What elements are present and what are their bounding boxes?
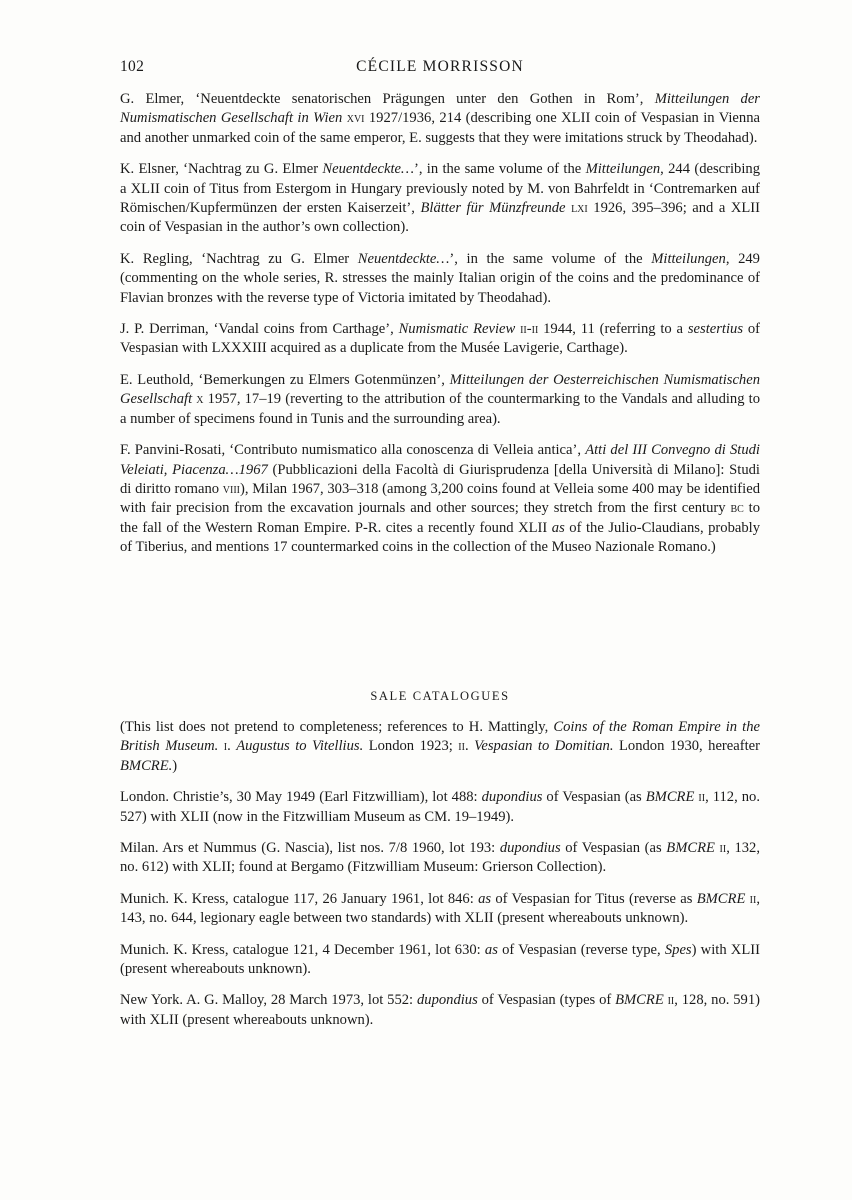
entry-text: (This list does not pretend to completeness; references to H. Mattingly, — [120, 719, 554, 735]
small-caps-text: lxi — [571, 200, 588, 217]
entry-text: ’, in the same volume of the — [413, 161, 586, 178]
entry-text: 1944, 11 (referring to a — [538, 321, 688, 338]
entry-text: of Vespasian (as — [542, 789, 646, 806]
entry-text: of Vespasian (as — [560, 840, 667, 857]
entry-text: of Vespasian (types of — [477, 992, 616, 1009]
bibliography-entry — [120, 320, 760, 359]
italic-text: dupondius — [481, 789, 543, 806]
entry-text: , 128, no. 591) with XLII (present whereabouts unknown). — [120, 992, 760, 1028]
entry-text: London. Christie’s, 30 May 1949 (Earl Fitzwilliam), lot 488: — [120, 789, 482, 806]
italic-text: BMCRE — [666, 840, 715, 857]
italic-text: Neuentdeckte… — [322, 161, 414, 178]
bibliography-entry — [120, 371, 760, 429]
entry-text: E. Leuthold, ‘Bemerkungen zu Elmers Gotenmünzen’, — [120, 371, 450, 388]
italic-text: as — [484, 941, 498, 958]
italic-text: dupondius — [416, 992, 478, 1009]
bibliography-section — [120, 90, 760, 570]
entry-text: Munich. K. Kress, catalogue 117, 26 January 1961, lot 846: — [120, 890, 479, 907]
entry-text: London 1923; — [363, 738, 459, 755]
entry-text: Milan. Ars et Nummus (G. Nascia), list nos. 7/8 1960, lot 193: — [120, 840, 500, 857]
small-caps-text: ii — [719, 840, 727, 857]
italic-text: Mitteilungen der Numismatischen Gesellschaft in Wien — [120, 91, 760, 127]
entry-text: 1927/1936, 214 (describing one XLII coin of Vespasian in Vienna and another unmarked coin of the same emperor, E. suggests that they were imitations struck by Theodahad). — [120, 110, 760, 146]
entry-text: K. Regling, ‘Nachtrag zu G. Elmer — [120, 250, 358, 267]
catalogue-entry — [120, 991, 760, 1030]
italic-text: as — [551, 519, 565, 536]
small-caps-text: viii — [222, 480, 240, 497]
italic-text: Mitteilungen der Oesterreichischen Numismatischen Gesellschaft — [120, 371, 760, 408]
entry-text: of the Julio-Claudians, probably of Tiberius, and mentions 17 countermarked coins in the collection of the Museo Nazionale Romano.) — [120, 519, 760, 556]
catalogue-entry — [120, 941, 760, 980]
italic-text: Blätter für Münzfreunde — [420, 200, 566, 217]
italic-text: Augustus to Vitellius. — [236, 738, 364, 755]
italic-text: as — [478, 890, 492, 907]
entry-text: New York. A. G. Malloy, 28 March 1973, lot 552: — [120, 992, 417, 1009]
entry-text: G. Elmer, ‘Neuentdeckte senatorischen Prägungen unter den Gothen in Rom’, — [120, 91, 655, 107]
bibliography-entry — [120, 160, 760, 238]
running-head — [120, 58, 760, 78]
small-caps-text: ii — [667, 992, 675, 1009]
italic-text: BMCRE. — [120, 757, 173, 774]
italic-text: Coins of the Roman Empire in the British Museum. — [120, 719, 760, 755]
italic-text: BMCRE — [645, 789, 695, 806]
italic-text: Atti del III Convegno di Studi Veleiati, Piacenza…1967 — [120, 442, 760, 478]
entry-text: ), Milan 1967, 303–318 (among 3,200 coins found at Velleia some 400 may be identified with fair precision from the excavation journals and other sources; they stretch from the first century — [120, 480, 760, 517]
italic-text: Neuentdeckte… — [357, 250, 450, 267]
entry-text: London 1930, hereafter — [613, 738, 760, 755]
bibliography-entry — [120, 90, 760, 148]
section-heading: SALE CATALOGUES — [370, 689, 510, 703]
italic-text: BMCRE — [696, 890, 746, 907]
entry-text: Munich. K. Kress, catalogue 121, 4 December 1961, lot 630: — [120, 941, 485, 958]
entry-text: ’, in the same volume of the — [449, 250, 652, 267]
small-caps-text: xvi — [346, 110, 365, 127]
entry-text: , 112, no. 527) with XLII (now in the Fitzwilliam Museum as CM. 19–1949). — [120, 789, 760, 825]
page-number: 102 — [120, 58, 145, 75]
entry-text: 1957, 17–19 (reverting to the attribution of the countermarking to the Vandals and alluding to a number of specimens found in Tunis and the surrounding area). — [120, 391, 761, 427]
bibliography-entry — [120, 441, 760, 557]
small-caps-text: ii — [698, 789, 706, 806]
entry-text: F. Panvini-Rosati, ‘Contributo numismatico alla conoscenza di Velleia antica’, — [120, 442, 586, 459]
entry-text: J. P. Derriman, ‘Vandal coins from Carthage’, — [120, 321, 399, 338]
small-caps-text: ii-ii — [520, 321, 539, 338]
small-caps-text: x — [196, 391, 204, 408]
entry-text: , 143, no. 644, legionary eagle between two standards) with XLII (present whereabouts unknown). — [120, 890, 760, 927]
small-caps-text: ii. — [458, 738, 469, 755]
catalogue-entry — [120, 718, 760, 776]
small-caps-text: i. — [223, 738, 231, 755]
italic-text: Mitteilungen — [585, 161, 661, 178]
entry-text: 1926, 395–396; and a XLII coin of Vespasian in the author’s own collection). — [120, 200, 761, 236]
sale-catalogues-section — [120, 718, 760, 1042]
italic-text: Numismatic Review — [398, 321, 516, 338]
italic-text: Spes — [664, 941, 692, 958]
entry-text: , 244 (describing a XLII coin of Titus from Estergom in Hungary previously noted by M. von Bahrfeldt in ‘Contremarken auf Römischen/Kupfermünzen der ersten Kaiserzeit’, — [120, 161, 760, 217]
italic-text: sestertius — [687, 321, 743, 338]
catalogue-entry — [120, 788, 760, 827]
entry-text: (Pubblicazioni della Facoltà di Giurisprudenza [della Università di Milano]: Studi di diritto romano — [120, 461, 760, 497]
catalogue-entry — [120, 890, 760, 929]
entry-text: of Vespasian for Titus (reverse as — [491, 890, 697, 907]
italic-text: Vespasian to Domitian. — [474, 738, 614, 755]
running-head-author: CÉCILE MORRISSON — [356, 58, 524, 75]
entry-text: to the fall of the Western Roman Empire. P-R. cites a recently found XLII — [120, 500, 761, 536]
italic-text: Mitteilungen — [651, 250, 726, 267]
italic-text: BMCRE — [615, 992, 664, 1009]
small-caps-text: bc — [730, 500, 744, 517]
entry-text: ) with XLII (present whereabouts unknown). — [120, 941, 760, 978]
entry-text: K. Elsner, ‘Nachtrag zu G. Elmer — [120, 161, 323, 178]
italic-text: dupondius — [499, 840, 561, 857]
entry-text: , 249 (commenting on the whole series, R. stresses the mainly Italian origin of the coins and the predominance of Flavian bronzes with the reverse type of Victoria imitated by Theodahad). — [120, 250, 760, 306]
catalogue-entry — [120, 839, 760, 878]
entry-text: ) — [172, 757, 178, 774]
entry-text: of Vespasian with LXXXIII acquired as a duplicate from the Musée Lavigerie, Carthage). — [120, 321, 760, 357]
small-caps-text: ii — [749, 890, 757, 907]
entry-text: , 132, no. 612) with XLII; found at Bergamo (Fitzwilliam Museum: Grierson Collection). — [120, 840, 760, 876]
bibliography-entry — [120, 250, 760, 308]
entry-text: of Vespasian (reverse type, — [497, 941, 665, 958]
